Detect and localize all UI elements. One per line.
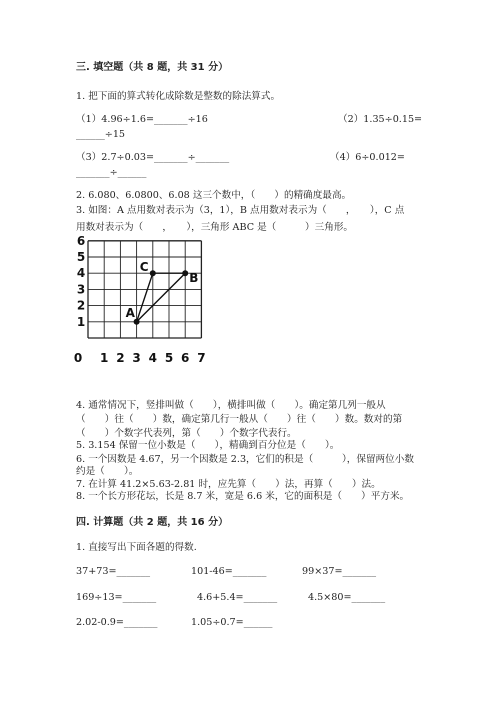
x-tick-label: 6 [181,351,190,365]
point-label-b: B [189,271,199,286]
calc-7: 2.02-0.9=_______ [76,617,158,628]
q1-part3: （3）2.7÷0.03=_______÷_______ [76,152,230,163]
point-b [182,270,188,276]
q1-part1: （1）4.96÷1.6=_______÷16 [76,114,208,125]
calc-3: 99×37=_______ [302,566,377,577]
q8: 8. 一个长方形花坛，长是 8.7 米，宽是 6.6 米，它的面积是（ ）平方米。 [76,491,410,502]
x-tick-label: 5 [164,351,174,365]
triangle-abc [137,273,186,322]
x-tick-label: 3 [132,351,141,365]
q1-stem: 1. 把下面的算式转化成除数是整数的除法算式。 [76,91,281,102]
y-tick-label: 5 [76,250,86,264]
calc-6: 4.5×80=_______ [308,592,386,603]
q1-part4-cont: _______÷______ [76,167,147,178]
calc-8: 1.05÷0.7=______ [191,617,273,628]
calc-1: 37+73=_______ [76,566,151,577]
calc-4: 169÷13=_______ [76,592,157,603]
q7: 7. 在计算 41.2×5.63-2.81 时，应先算（ ）法，再算（ ）法。 [76,479,381,490]
calc-5: 4.6+5.4=_______ [197,592,278,603]
y-tick-label: 4 [76,266,86,281]
x-tick-label: 0 [73,351,83,365]
q6-line2: 约是（ ）。 [76,466,139,477]
q6-line1: 6. 一个因数是 4.67，另一个因数是 2.3，它们的积是（ ），保留两位小数 [76,454,414,465]
section4-title: 四. 计算题（共 2 题，共 16 分） [76,517,229,528]
q3-line1: 3. 如图：A 点用数对表示为（3，1），B 点用数对表示为（ ， ），C 点 [76,205,405,216]
q4-line3: （ ）个数字代表列，第（ ）个数字代表行。 [76,428,297,439]
y-tick-label: 6 [76,233,86,248]
q2: 2. 6.080、6.0800、6.08 这三个数中，（ ）的精确度最高。 [76,190,352,201]
q5: 5. 3.154 保留一位小数是（ ），精确到百分位是（ ）。 [76,440,340,451]
x-tick-label: 1 [100,351,109,365]
point-label-a: A [125,305,135,320]
s4-q1-stem: 1. 直接写出下面各题的得数. [76,542,197,553]
x-tick-label: 4 [148,351,157,365]
q1-part2-cont: ______÷15 [76,129,126,140]
y-tick-label: 1 [76,314,86,329]
point-label-c: C [139,260,149,275]
q4-line1: 4. 通常情况下，竖排叫做（ ），横排叫做（ ）。确定第几列一般从 [76,400,386,411]
y-tick-label: 2 [76,298,86,313]
coordinate-grid-figure [73,233,224,372]
triangle-side [137,273,186,322]
q1-part4: （4）6÷0.012= [330,152,405,163]
y-tick-label: 3 [76,282,86,297]
x-tick-label: 2 [116,351,125,365]
q1-part2: （2）1.35÷0.15= [338,114,423,125]
calc-2: 101-46=_______ [191,566,267,577]
grid-lines [88,241,201,338]
point-c [150,270,156,276]
axis-labels [74,234,206,365]
x-tick-label: 7 [197,351,206,365]
q4-line2: （ ）往（ ）数，确定第几行一般从（ ）往（ ）数。数对的第 [76,414,403,425]
q3-line2: 用数对表示为（ ， ），三角形 ABC 是（ ）三角形。 [76,222,354,233]
section3-title: 三. 填空题（共 8 题，共 31 分） [76,62,229,73]
